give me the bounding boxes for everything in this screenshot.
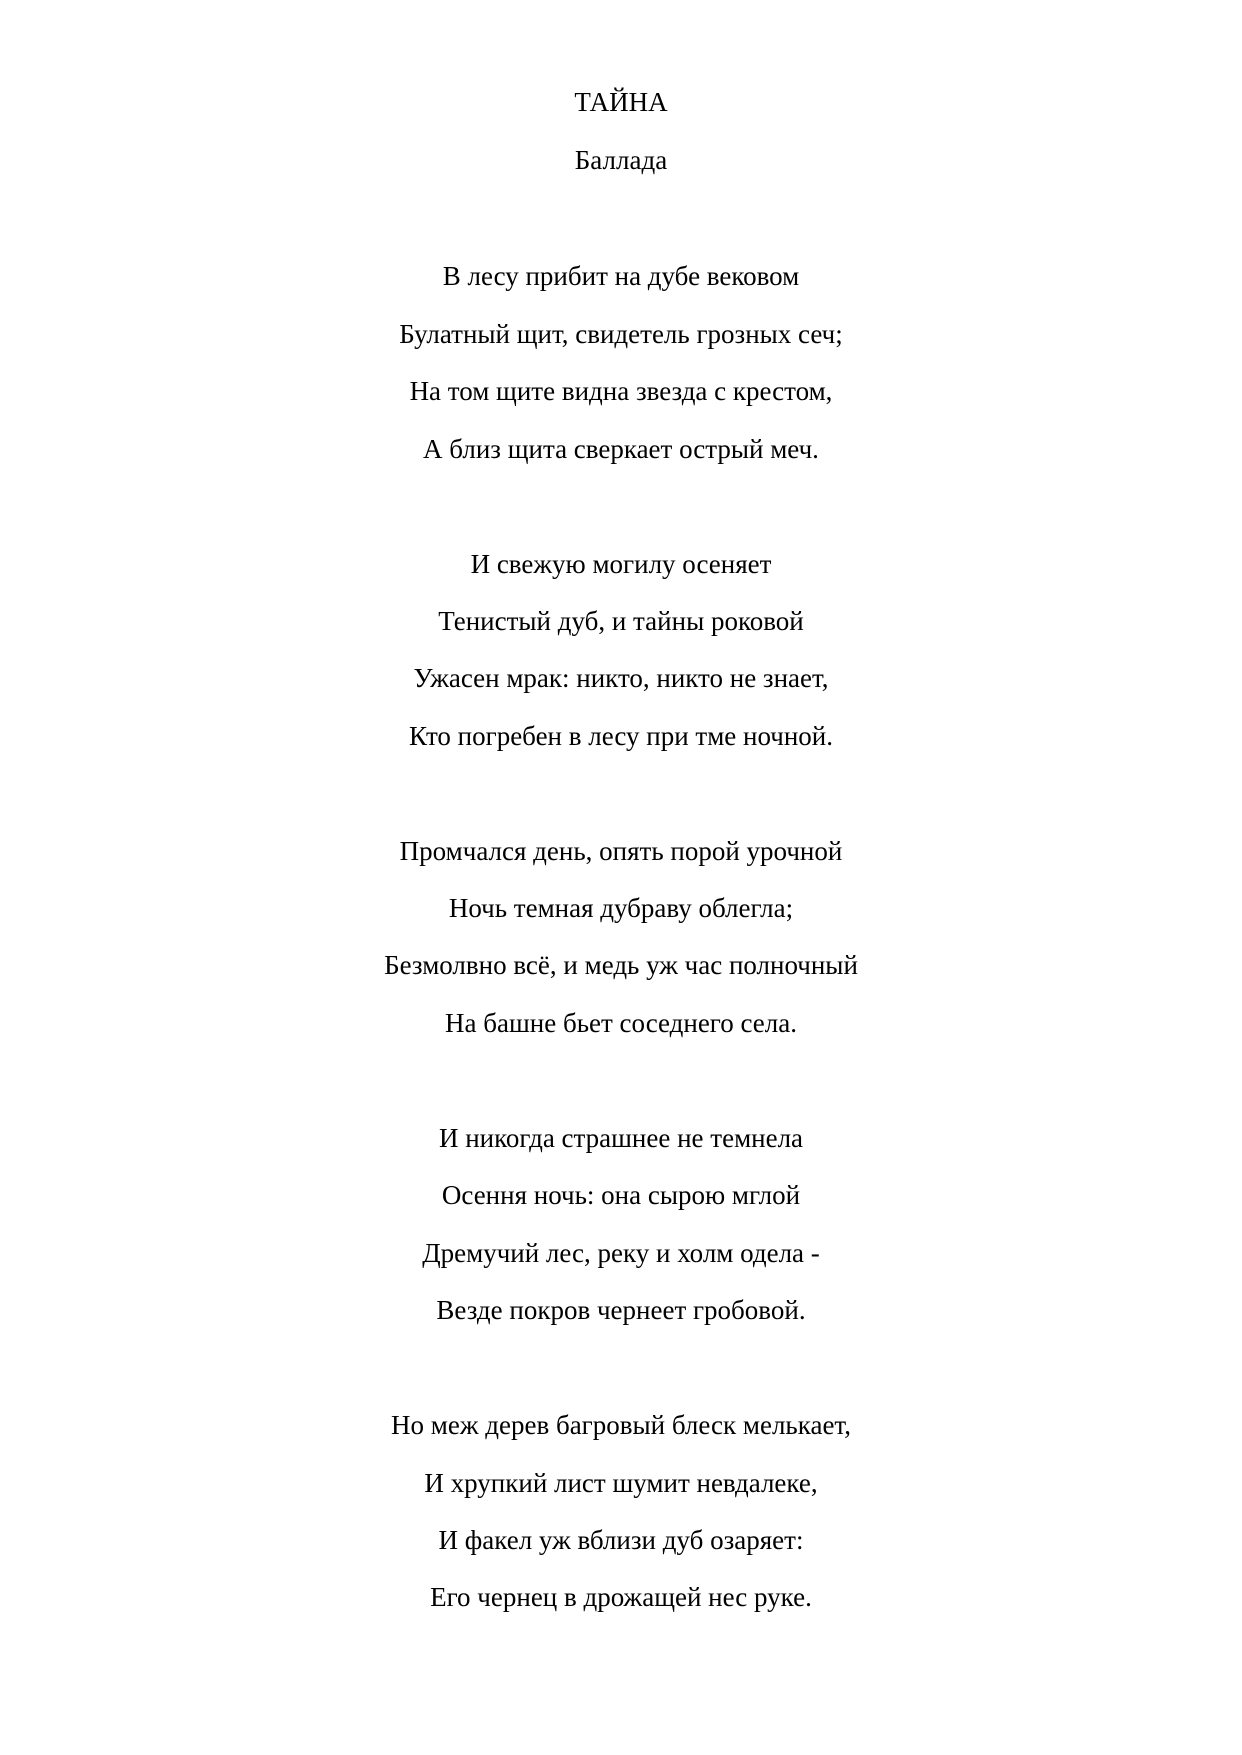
stanza-4-line-1: И никогда страшнее не темнела (438, 1123, 804, 1153)
stanza-4-line-3: Дремучий лес, реку и холм одела - (422, 1238, 820, 1268)
stanza-1-line-2: Булатный щит, свидетель грозных сеч; (399, 319, 843, 349)
stanza-4-line-2: Осення ночь: она сырою мглой (441, 1180, 801, 1210)
stanza-2-line-1: И свежую могилу осеняет (470, 549, 772, 579)
stanza-5-line-3: И факел уж вблизи дуб озаряет: (438, 1525, 804, 1555)
stanza-2-line-3: Ужасен мрак: никто, никто не знает, (413, 663, 829, 693)
stanza-5-line-1: Но меж дерев багровый блеск мелькает, (391, 1410, 851, 1440)
stanza-5-line-2: И хрупкий лист шумит невдалеке, (424, 1468, 818, 1498)
stanza-1-line-3: На том щите видна звезда с крестом, (409, 376, 833, 406)
stanza-3-line-3: Безмолвно всё, и медь уж час полночный (384, 950, 858, 980)
stanza-1-line-1: В лесу прибит на дубе вековом (442, 261, 800, 291)
stanza-2-line-2: Тенистый дуб, и тайны роковой (438, 606, 804, 636)
stanza-5-line-4: Его чернец в дрожащей нес руке. (430, 1582, 812, 1612)
stanza-3-line-2: Ночь темная дубраву облегла; (448, 893, 794, 923)
stanza-3-line-4: На башне бьет соседнего села. (445, 1008, 797, 1038)
stanza-1-line-4: А близ щита сверкает острый меч. (423, 434, 819, 464)
stanza-3-line-1: Промчался день, опять порой урочной (399, 836, 843, 866)
stanza-2-line-4: Кто погребен в лесу при тме ночной. (409, 721, 833, 751)
stanza-4-line-4: Везде покров чернеет гробовой. (436, 1295, 806, 1325)
poem-subtitle: Баллада (574, 145, 668, 175)
poem-title: ТАЙНА (574, 87, 668, 117)
